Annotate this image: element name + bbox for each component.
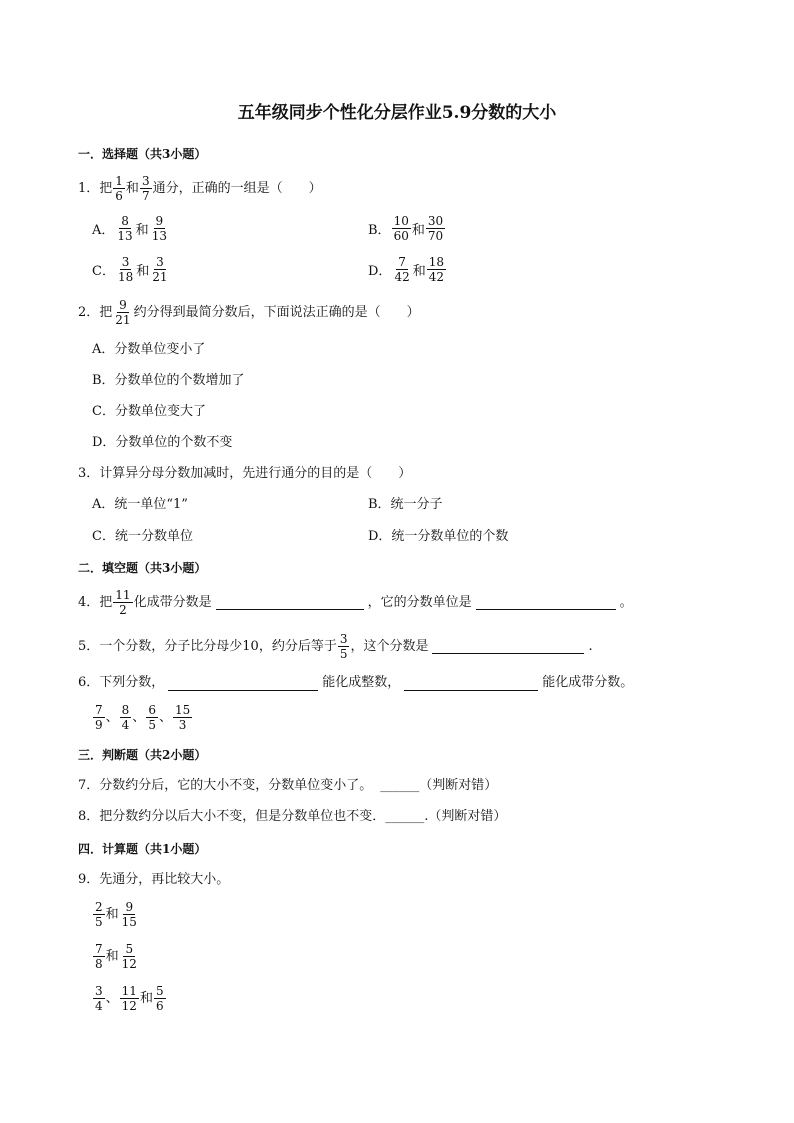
section-heading-judge: 三．判断题（共2小题） <box>78 748 207 762</box>
question-4 <box>78 588 633 617</box>
q5-end: . <box>588 638 593 654</box>
section-heading-fill: 二．填空题（共3小题） <box>78 561 207 575</box>
fraction-numerator: 3 <box>141 174 150 188</box>
question-5 <box>78 632 593 661</box>
fraction-numerator: 11 <box>115 588 131 602</box>
q6-end: 能化成带分数。 <box>542 675 634 690</box>
q2-option-b[interactable]: B．分数单位的个数增加了 <box>92 373 245 388</box>
fraction-denominator: 9 <box>95 718 103 732</box>
fraction <box>93 900 105 929</box>
q5-answer-blank[interactable] <box>432 639 584 654</box>
fraction <box>426 214 445 243</box>
fraction-denominator: 12 <box>121 957 137 971</box>
fraction <box>427 255 446 284</box>
question-6 <box>78 674 633 692</box>
fraction-denominator: 4 <box>121 718 130 732</box>
q7-answer-blank[interactable]: ______ <box>380 778 420 793</box>
q6-sep-1: 、 <box>105 709 119 725</box>
text-segment: 和 <box>412 264 426 279</box>
fraction <box>120 984 139 1013</box>
fraction-denominator: 18 <box>117 270 134 284</box>
question-3: 3．计算异分母分数加减时，先进行通分的目的是（ ） <box>78 466 412 481</box>
text-segment: D． <box>368 264 392 279</box>
q1-option-d[interactable] <box>368 255 447 284</box>
fraction-numerator: 9 <box>155 214 164 228</box>
fraction-denominator: 70 <box>427 229 444 243</box>
q8-answer-blank[interactable]: ______ <box>385 809 425 824</box>
text-segment: A． <box>92 223 115 238</box>
fraction-denominator: 6 <box>155 999 164 1013</box>
q1-fraction-1 <box>113 174 125 203</box>
text-segment: C． <box>92 264 115 279</box>
q2-option-c[interactable]: C．分数单位变大了 <box>92 404 206 419</box>
q6-fraction-3 <box>146 703 158 732</box>
fraction-numerator: 3 <box>339 632 348 646</box>
fraction-numerator: 3 <box>156 255 164 269</box>
fraction-denominator: 15 <box>121 915 137 929</box>
fraction-numerator: 7 <box>95 703 103 717</box>
q1-option-c[interactable] <box>92 255 171 284</box>
fraction <box>150 255 169 284</box>
section-heading-calc: 四．计算题（共1小题） <box>78 842 207 856</box>
fraction-denominator: 5 <box>339 647 348 661</box>
text-segment: 和 <box>136 264 150 279</box>
fraction-numerator: 9 <box>125 900 134 914</box>
q8-text: 8．把分数约分以后大小不变，但是分数单位也不变． <box>78 809 386 824</box>
q2-text: 约分得到最简分数后，下面说法正确的是（ ） <box>133 304 420 320</box>
fraction <box>154 984 166 1013</box>
fraction-numerator: 10 <box>393 214 409 228</box>
fraction <box>93 942 105 971</box>
fraction-numerator: 1 <box>115 174 123 188</box>
text-segment: 和 <box>135 223 149 238</box>
fraction-numerator: 8 <box>121 703 130 717</box>
q9-line-2 <box>92 942 140 971</box>
fraction-numerator: 9 <box>119 298 127 312</box>
q8-tail: .（判断对错） <box>424 809 507 824</box>
q1-option-a[interactable] <box>92 214 170 243</box>
q1-option-b[interactable] <box>368 214 446 243</box>
q4-answer-blank-1[interactable] <box>216 595 364 610</box>
page-title: 五年级同步个性化分层作业5.9分数的大小 <box>237 103 557 123</box>
fraction-numerator: 5 <box>125 942 134 956</box>
q6-answer-blank-1[interactable] <box>168 676 318 691</box>
q2-option-d[interactable]: D．分数单位的个数不变 <box>92 435 233 450</box>
fraction <box>120 900 139 929</box>
q2-option-a[interactable]: A．分数单位变小了 <box>92 342 206 357</box>
fraction-numerator: 7 <box>398 255 406 269</box>
fraction-denominator: 4 <box>95 999 103 1013</box>
q6-sep-3: 、 <box>158 709 172 725</box>
fraction-numerator: 6 <box>148 703 156 717</box>
fraction <box>115 214 134 243</box>
q3-option-d[interactable]: D．统一分数单位的个数 <box>368 529 509 544</box>
q7-text: 7．分数约分后，它的大小不变，分数单位变小了。 <box>78 778 373 793</box>
q4-fraction <box>113 588 132 617</box>
q4-end: 。 <box>619 594 633 610</box>
q3-option-c[interactable]: C．统一分数单位 <box>92 529 193 544</box>
q7-tail: （判断对错） <box>419 778 498 793</box>
q4-answer-blank-2[interactable] <box>476 595 616 610</box>
question-7 <box>78 777 497 795</box>
fraction-denominator: 3 <box>178 718 187 732</box>
q1-text: 通分，正确的一组是（ ） <box>152 180 322 196</box>
q1-prefix: 1．把 <box>78 180 113 196</box>
q5-text: ，这个分数是 <box>350 638 429 654</box>
q5-fraction <box>338 632 350 661</box>
fraction-numerator: 3 <box>95 984 103 998</box>
q3-option-a[interactable]: A．统一单位“1” <box>92 497 188 512</box>
question-1 <box>78 174 322 203</box>
fraction-denominator: 21 <box>152 270 168 284</box>
q6-sep-2: 、 <box>132 709 146 725</box>
q4-prefix: 4．把 <box>78 594 113 610</box>
fraction-denominator: 60 <box>393 229 409 243</box>
fraction-denominator: 5 <box>148 718 156 732</box>
q1-fraction-2 <box>140 174 152 203</box>
q4-text-1: 化成带分数是 <box>133 594 212 610</box>
fraction-numerator: 3 <box>121 255 130 269</box>
fraction-denominator: 42 <box>394 270 410 284</box>
section-heading-choice: 一．选择题（共3小题） <box>78 147 207 161</box>
question-8 <box>78 808 506 826</box>
text-segment: B． <box>368 223 391 238</box>
fraction-denominator: 8 <box>95 957 103 971</box>
fraction-numerator: 11 <box>121 984 137 998</box>
q9-line-3 <box>92 984 167 1013</box>
q6-fraction-4 <box>173 703 192 732</box>
q2-fraction <box>113 298 132 327</box>
fraction-numerator: 15 <box>174 703 191 717</box>
fraction <box>392 255 411 284</box>
fraction <box>120 942 139 971</box>
q6-text: 能化成整数， <box>322 675 401 690</box>
q6-fraction-1 <box>93 703 105 732</box>
fraction-numerator: 18 <box>428 255 445 269</box>
fraction-denominator: 21 <box>115 313 131 327</box>
fraction-denominator: 13 <box>151 229 167 243</box>
fraction-numerator: 7 <box>95 942 103 956</box>
q6-answer-blank-2[interactable] <box>404 676 538 691</box>
fraction-numerator: 30 <box>427 214 444 228</box>
q5-prefix: 5．一个分数，分子比分母少10，约分后等于 <box>78 638 337 654</box>
fraction-denominator: 5 <box>95 915 103 929</box>
fraction-numerator: 5 <box>155 984 164 998</box>
fraction-numerator: 2 <box>95 900 103 914</box>
fraction-denominator: 42 <box>428 270 445 284</box>
fraction-numerator: 8 <box>121 214 129 228</box>
fraction <box>116 255 135 284</box>
fraction <box>150 214 169 243</box>
fraction <box>392 214 411 243</box>
fraction-denominator: 13 <box>117 229 133 243</box>
question-2 <box>78 298 420 327</box>
fraction-denominator: 6 <box>115 189 123 203</box>
q3-option-b[interactable]: B．统一分子 <box>368 497 443 512</box>
q6-fraction-2 <box>120 703 132 732</box>
fraction <box>93 984 105 1013</box>
fraction-denominator: 12 <box>121 999 137 1013</box>
q2-prefix: 2．把 <box>78 304 113 320</box>
text-segment: 和 <box>105 948 119 964</box>
text-segment: 和 <box>139 990 153 1006</box>
q6-fraction-list <box>92 703 193 732</box>
q1-join: 和 <box>125 180 139 196</box>
question-9: 9．先通分，再比较大小。 <box>78 872 230 887</box>
text-segment: 和 <box>105 906 119 922</box>
q9-line-1 <box>92 900 140 929</box>
q4-text-2: ，它的分数单位是 <box>367 594 472 610</box>
fraction-denominator: 2 <box>119 603 127 617</box>
text-segment: 和 <box>411 223 425 238</box>
fraction-denominator: 7 <box>141 189 150 203</box>
text-segment: 、 <box>105 990 119 1006</box>
q6-prefix: 6．下列分数， <box>78 675 165 690</box>
